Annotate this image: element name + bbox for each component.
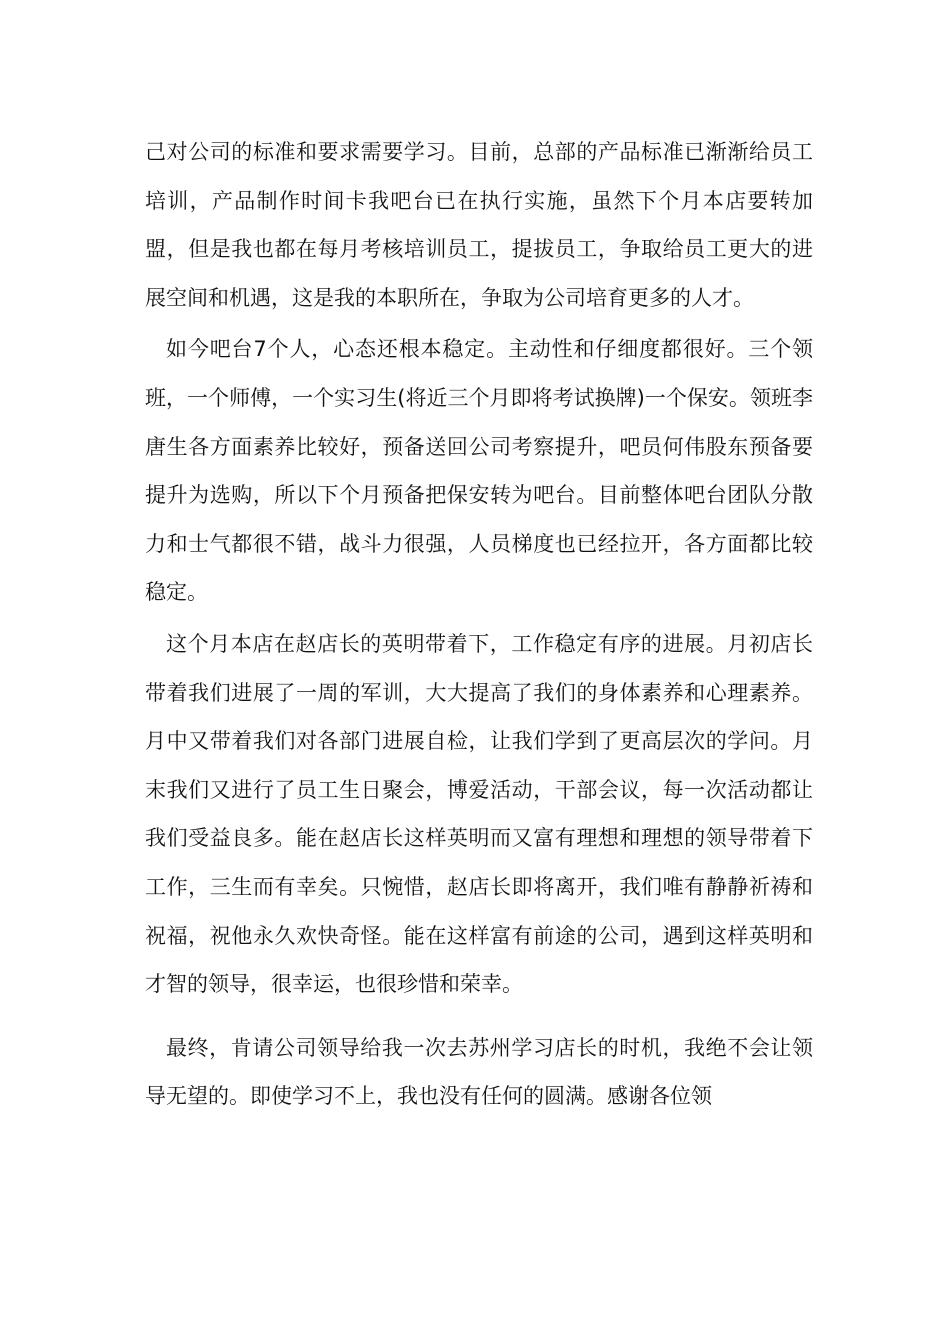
paragraph-1: 己对公司的标准和要求需要学习。目前，总部的产品标准已渐渐给员工培训，产品制作时间卡我吧台已在执行实施，虽然下个月本店要转加盟，但是我也都在每月考核培训员工，提拔员工，争取给员工更大的进展空间和机遇，这是我的本职所在，争取为公司培育更多的人才。	[145, 140, 813, 310]
paragraph-3: 这个月本店在赵店长的英明带着下，工作稳定有序的进展。月初店长带着我们进展了一周的军训，大大提高了我们的身体素养和心理素养。月中又带着我们对各部门进展自检，让我们学到了更高层次的学问。月末我们又进行了员工生日聚会，博爱活动，干部会议，每一次活动都让我们受益良多。能在赵店长这样英明而又富有理想和理想的领导带着下工作，三生而有幸矣。只惋惜，赵店长即将离开，我们唯有静静祈祷和祝福，祝他永久欢快奇怪。能在这样富有前途的公司，遇到这样英明和才智的领导，很幸运，也很珍惜和荣幸。	[145, 631, 813, 997]
document-body	[145, 128, 813, 1121]
paragraph-2: 如今吧台7个人，心态还根本稳定。主动性和仔细度都很好。三个领班，一个师傅，一个实习生(将近三个月即将考试换牌)一个保安。领班李唐生各方面素养比较好，预备送回公司考察提升，吧员何伟股东预备要提升为选购，所以下个月预备把保安转为吧台。目前整体吧台团队分散力和士气都很不错，战斗力很强，人员梯度也已经拉开，各方面都比较稳定。	[145, 337, 813, 605]
paragraph-4: 最终，肯请公司领导给我一次去苏州学习店长的时机，我绝不会让领导无望的。即使学习不上，我也没有任何的圆满。感谢各位领	[145, 1035, 813, 1109]
